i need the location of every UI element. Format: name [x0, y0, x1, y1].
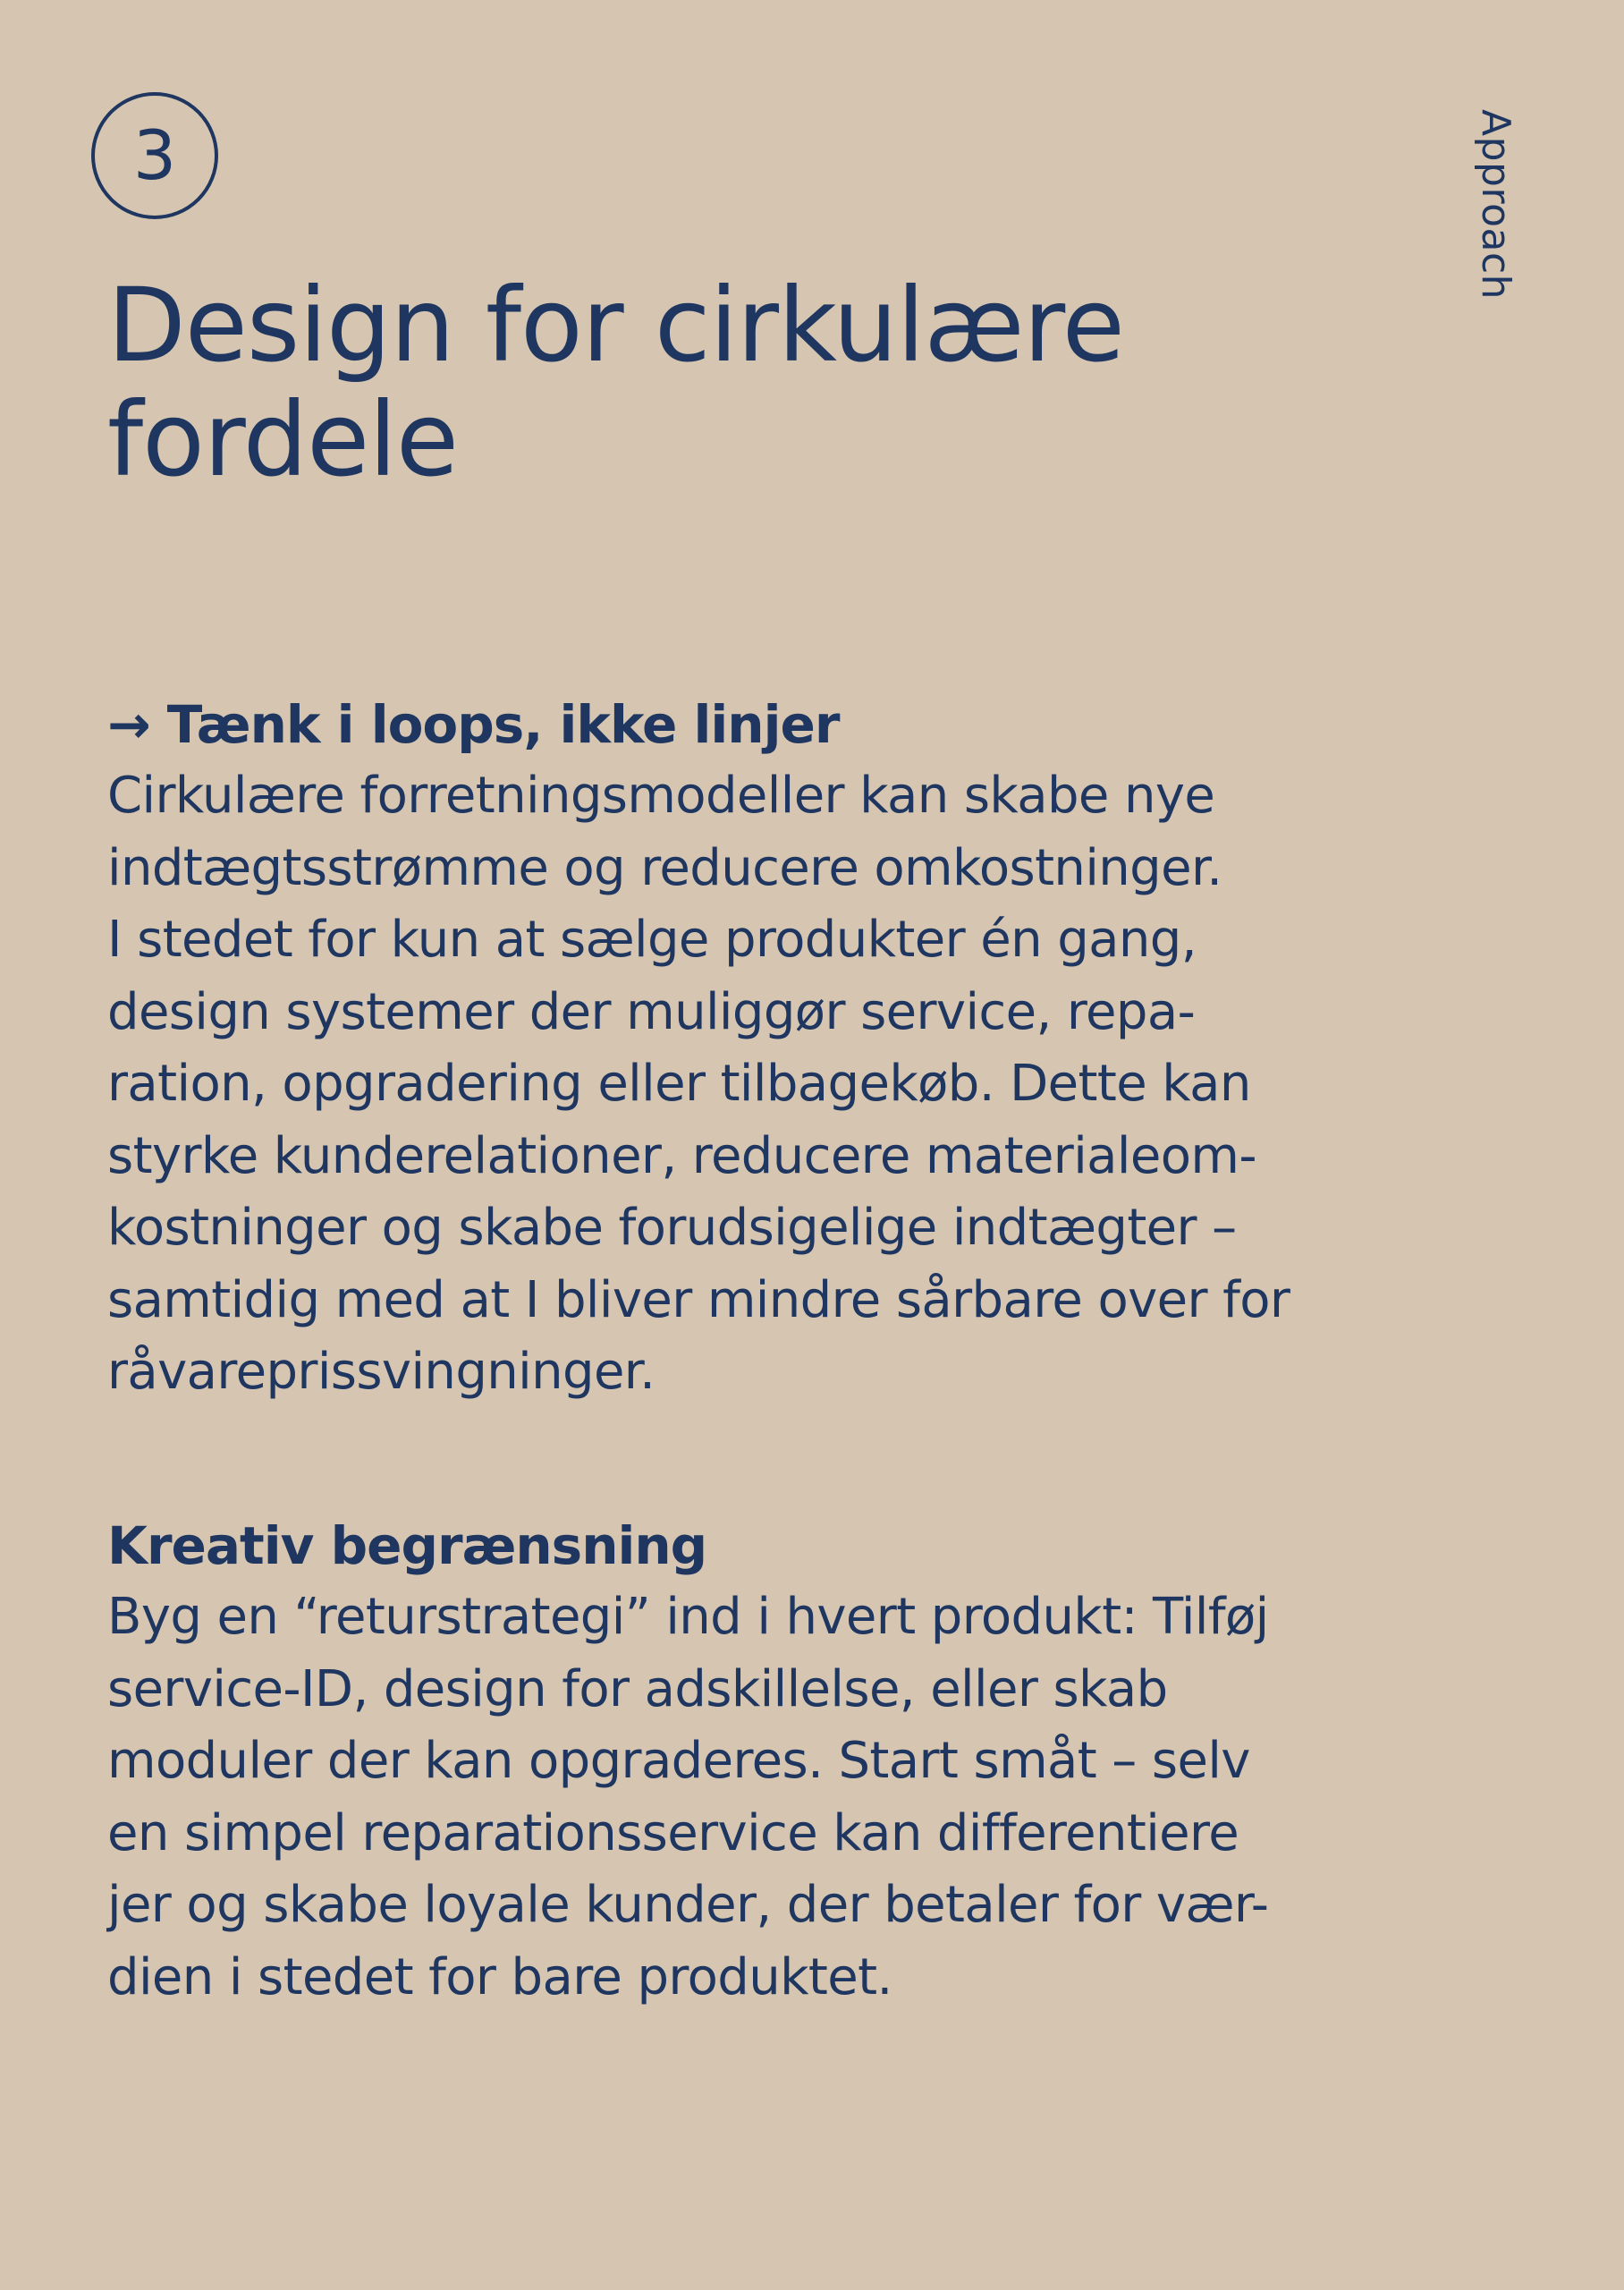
section-think-in-loops — [107, 689, 1422, 1409]
section-body: Cirkulære forretningsmodeller kan skabe nye indtægtsstrømme og reducere omkostninger. I stedet for kun at sælge produkter én gang, design systemer der muliggør service, repa- ration, opgradering eller tilbagekøb. Dette kan styrke kunderelationer, reducere materialeom- kostninger og skabe forudsigelige indtægter – samtidig med at I bliver mindre sårbare over for råvareprissvingninger. — [107, 767, 1290, 1401]
section-creative-constraint — [107, 1510, 1422, 2014]
page-title: Design for cirkulære fordele — [107, 266, 1124, 499]
section-heading: Kreativ begrænsning — [107, 1515, 707, 1576]
page-number: 3 — [132, 115, 177, 195]
section-body: Byg en “returstrategi” ind i hvert produkt: Tilføj service-ID, design for adskillelse, eller skab moduler der kan opgraderes. Start småt – selv en simpel reparationsservice kan differentiere jer og skabe loyale kunder, der betaler for vær- dien i stedet for bare produktet. — [107, 1588, 1269, 2006]
section-side-label: Approach — [1473, 109, 1518, 301]
section-heading: → Tænk i loops, ikke linjer — [107, 694, 840, 755]
page-number-badge — [91, 92, 218, 219]
